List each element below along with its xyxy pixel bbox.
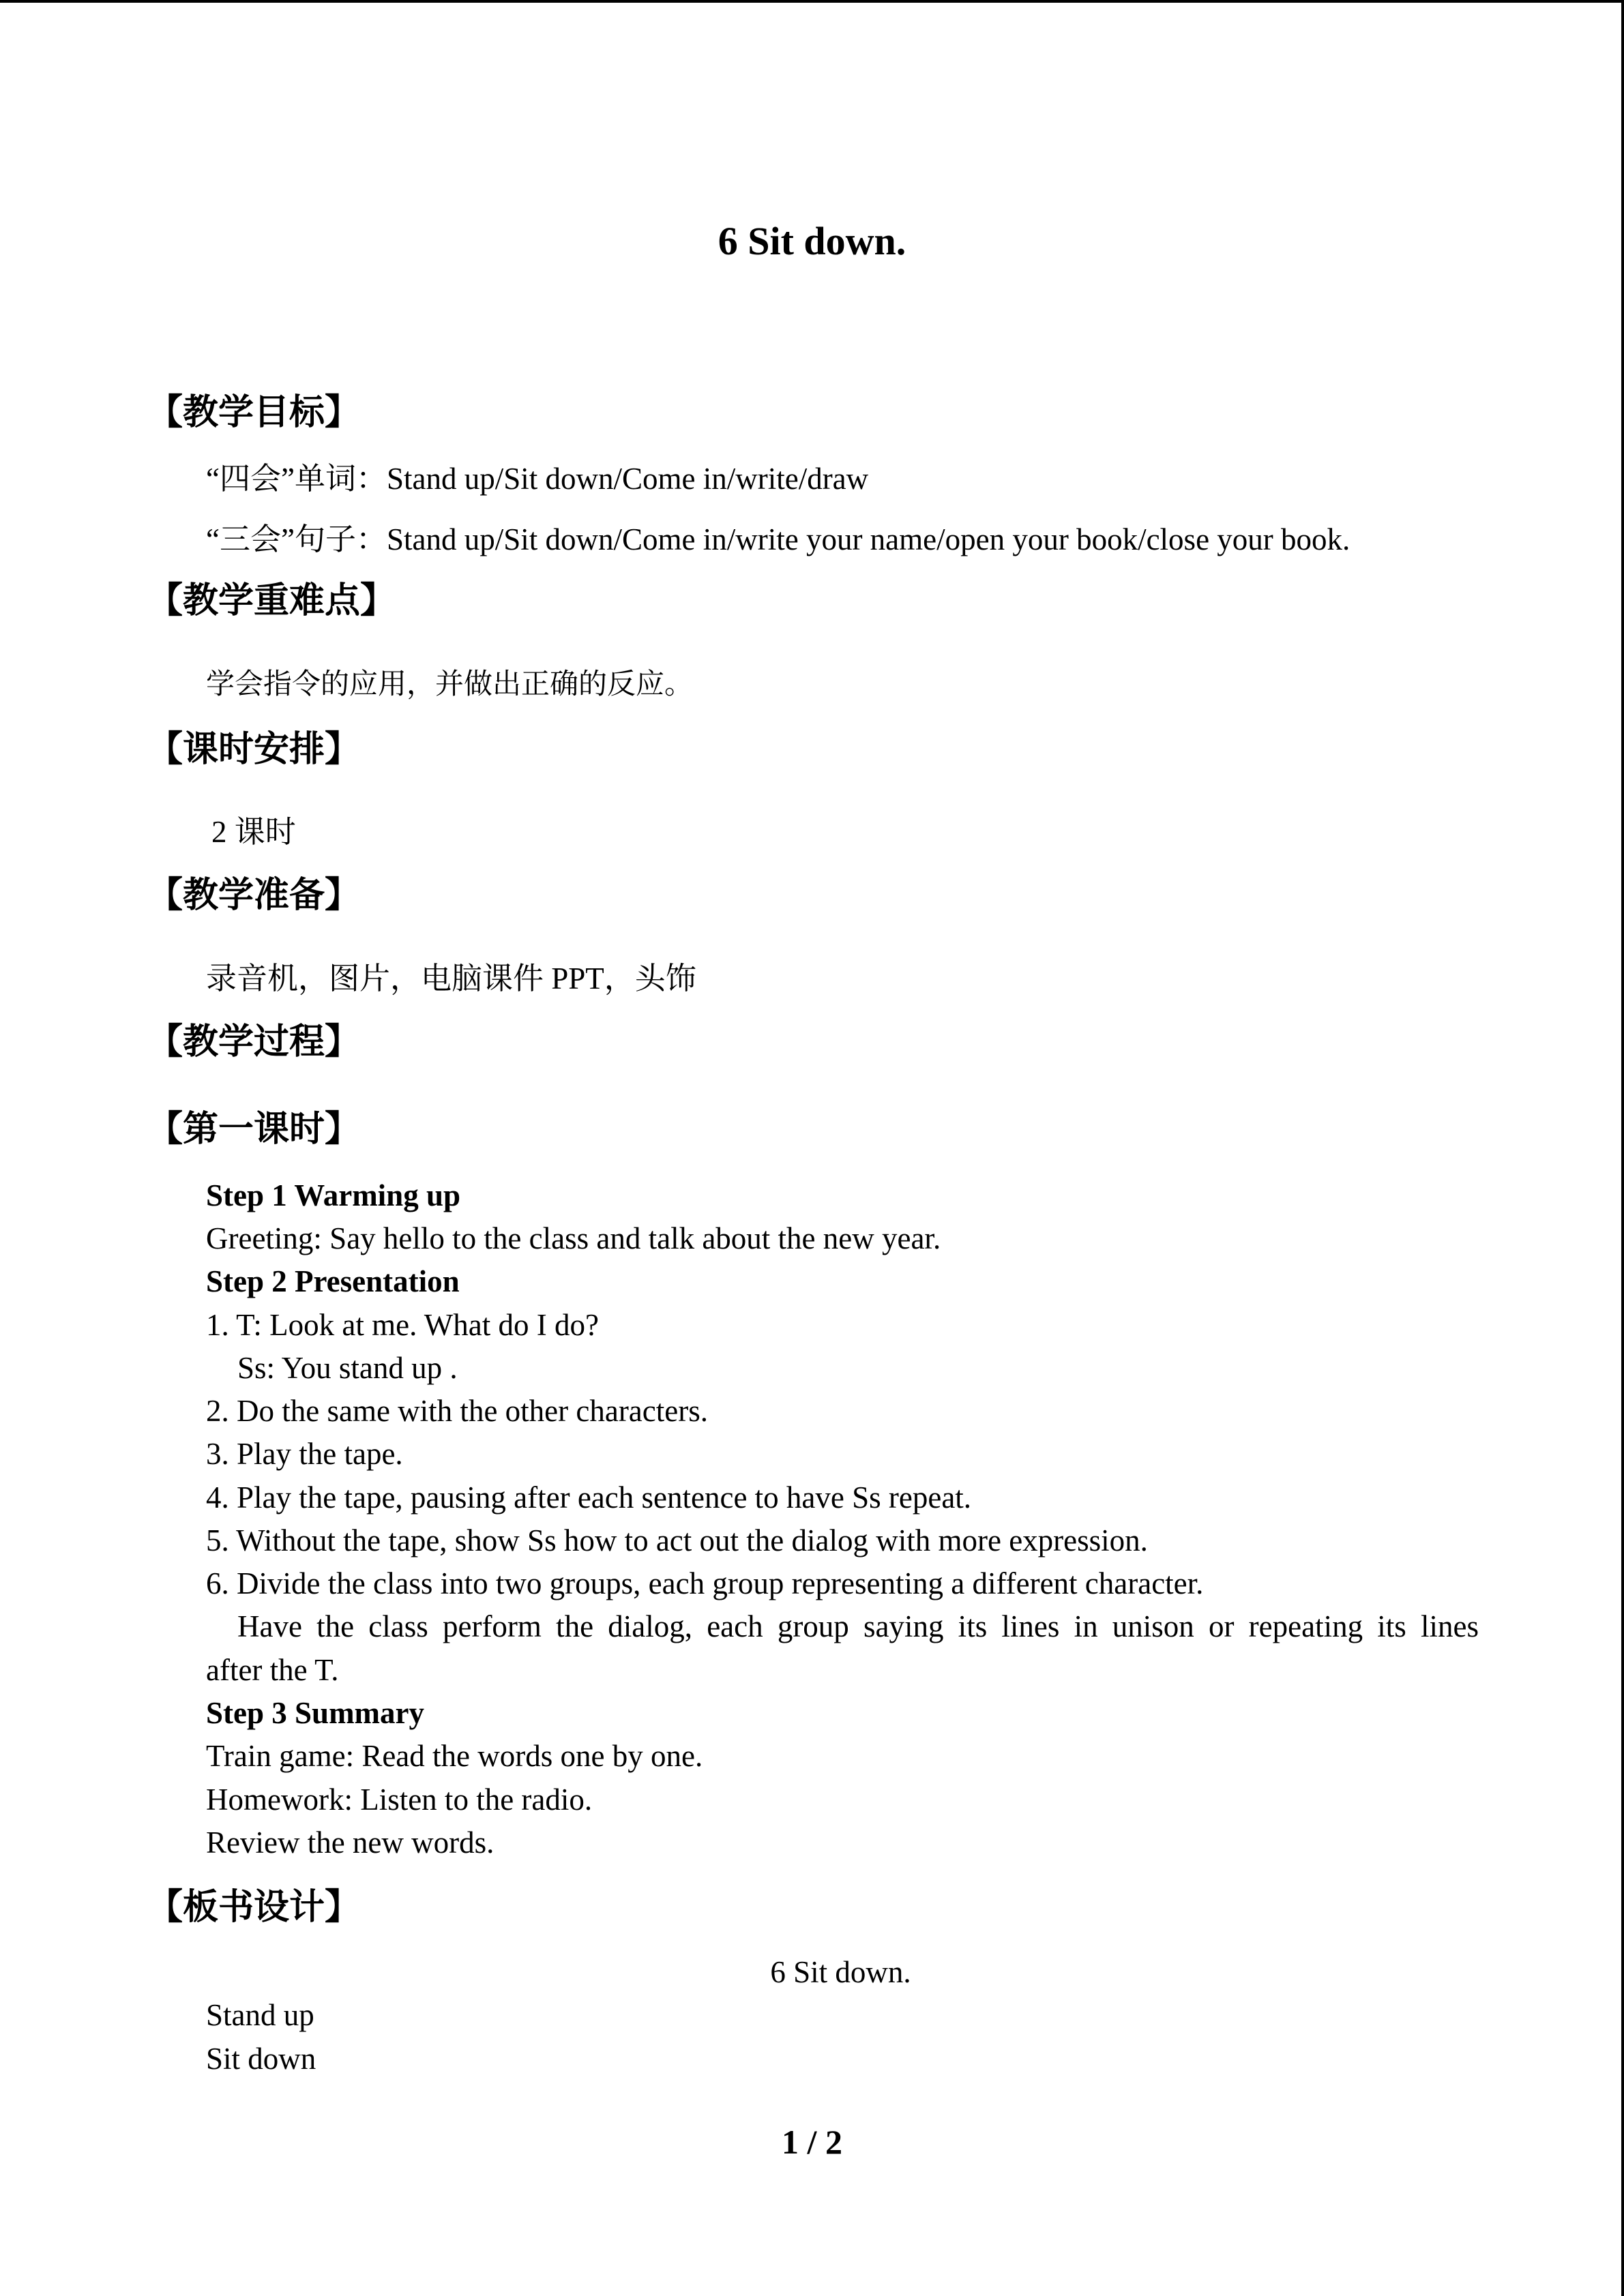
step2-item: 5. Without the tape, show Ss how to act out the dialog with more expression. xyxy=(206,1523,1148,1557)
lesson1-heading: 【第一课时】 xyxy=(147,1109,361,1150)
preparation-heading: 【教学准备】 xyxy=(147,875,361,916)
step2-item: 2. Do the same with the other characters. xyxy=(206,1394,708,1428)
preparation-text: 录音机，图片，电脑课件 PPT，头饰 xyxy=(206,961,696,996)
step2-item: Ss: You stand up . xyxy=(237,1351,458,1385)
key-points-text: 学会指令的应用，并做出正确的反应。 xyxy=(206,667,694,700)
step2-item: 4. Play the tape, pausing after each sentence to have Ss repeat. xyxy=(206,1480,972,1515)
process-heading: 【教学过程】 xyxy=(147,1022,361,1062)
step2-item: after the T. xyxy=(206,1653,339,1687)
board-heading: 【板书设计】 xyxy=(147,1887,361,1928)
step2-title: Step 2 Presentation xyxy=(206,1264,460,1298)
page-top-border xyxy=(0,0,1624,3)
schedule-heading: 【课时安排】 xyxy=(147,729,361,770)
board-line: Stand up xyxy=(206,1998,314,2032)
schedule-text: 2 课时 xyxy=(211,815,296,849)
objectives-sentences: “三会”句子：Stand up/Sit down/Come in/write your name/open your book/close your book. xyxy=(206,522,1350,556)
step3-title: Step 3 Summary xyxy=(206,1696,425,1730)
step3-item: Homework: Listen to the radio. xyxy=(206,1783,593,1817)
board-title: 6 Sit down. xyxy=(770,1955,911,1989)
page-title: 6 Sit down. xyxy=(718,219,906,263)
key-points-heading: 【教学重难点】 xyxy=(147,580,396,621)
step1-title: Step 1 Warming up xyxy=(206,1178,461,1212)
page-number: 1 / 2 xyxy=(782,2123,842,2161)
step2-item: 3. Play the tape. xyxy=(206,1437,403,1471)
objectives-heading: 【教学目标】 xyxy=(147,392,361,433)
step2-item: Have the class perform the dialog, each group saying its lines in unison or repeating its lines xyxy=(237,1609,1479,1643)
objectives-words: “四会”单词：Stand up/Sit down/Come in/write/draw xyxy=(206,462,869,496)
step3-item: Review the new words. xyxy=(206,1825,494,1860)
step2-item: 1. T: Look at me. What do I do? xyxy=(206,1308,599,1342)
step1-text: Greeting: Say hello to the class and talk about the new year. xyxy=(206,1221,941,1255)
step2-item: 6. Divide the class into two groups, each group representing a different character. xyxy=(206,1566,1204,1600)
board-line: Sit down xyxy=(206,2042,316,2076)
step3-item: Train game: Read the words one by one. xyxy=(206,1739,703,1773)
